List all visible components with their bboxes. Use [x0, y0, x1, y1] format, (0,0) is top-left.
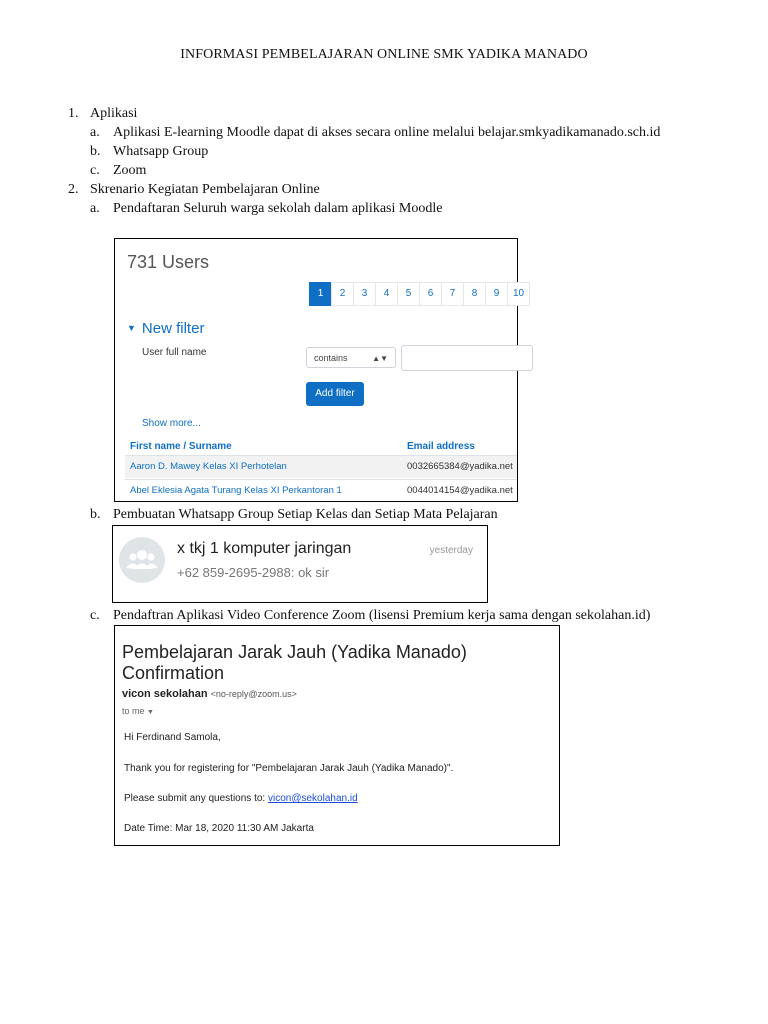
whatsapp-group-screenshot — [112, 525, 488, 603]
list-item — [90, 124, 661, 142]
select-arrows-icon: ▲▼ — [372, 354, 388, 363]
page-link[interactable]: 4 — [375, 282, 398, 306]
item-text: Aplikasi — [90, 106, 138, 121]
list-item — [90, 162, 147, 180]
item-text: Pembuatan Whatsapp Group Setiap Kelas dan Setiap Mata Pelajaran — [113, 507, 498, 522]
user-name-link[interactable]: Aaron D. Mawey Kelas XI Perhotelan — [130, 461, 287, 472]
email-greeting: Hi Ferdinand Samola, — [124, 732, 221, 743]
item-number: b. — [90, 507, 101, 522]
show-more-link[interactable]: Show more... — [142, 418, 201, 429]
page-link[interactable]: 10 — [507, 282, 530, 306]
item-text: Pendaftaran Seluruh warga sekolah dalam aplikasi Moodle — [113, 201, 443, 216]
item-number: c. — [90, 608, 100, 623]
caret-down-icon: ▼ — [147, 709, 154, 716]
page-link[interactable]: 3 — [353, 282, 376, 306]
email-questions — [124, 793, 358, 804]
page-link[interactable]: 2 — [331, 282, 354, 306]
filter-value-input[interactable] — [401, 345, 533, 371]
table-row — [125, 479, 517, 502]
group-name: x tkj 1 komputer jaringan — [177, 540, 352, 557]
sender-name: vicon sekolahan — [122, 688, 208, 700]
caret-down-icon: ▼ — [127, 323, 136, 333]
page-link[interactable]: 8 — [463, 282, 486, 306]
email-body: Thank you for registering for "Pembelajaran Jarak Jauh (Yadika Manado)". — [124, 763, 454, 774]
user-email: 0032665384@yadika.net — [407, 461, 513, 472]
item-text: Skrenario Kegiatan Pembelajaran Online — [90, 182, 320, 197]
recipient-toggle[interactable] — [122, 706, 154, 716]
email-sender — [122, 688, 297, 700]
email-subject: Pembelajaran Jarak Jauh (Yadika Manado) Confirmation — [122, 642, 467, 683]
add-filter-button[interactable]: Add filter — [306, 382, 364, 406]
item-number: c. — [90, 163, 100, 178]
list-item — [90, 200, 443, 218]
sender-address: <no-reply@zoom.us> — [210, 689, 297, 699]
column-header-name[interactable]: First name / Surname — [130, 441, 232, 452]
new-filter-toggle[interactable] — [127, 320, 204, 337]
operator-value: contains — [314, 353, 348, 363]
item-number: b. — [90, 144, 101, 159]
group-avatar — [119, 537, 165, 583]
zoom-email-screenshot — [114, 625, 560, 846]
recipient-label: to me — [122, 706, 145, 716]
page-link[interactable]: 9 — [485, 282, 508, 306]
message-time: yesterday — [429, 545, 473, 556]
list-item — [68, 181, 320, 199]
column-header-email[interactable]: Email address — [407, 441, 475, 452]
item-number: 1. — [68, 106, 79, 121]
item-text: Pendaftran Aplikasi Video Conference Zoom (lisensi Premium kerja sama dengan sekolahan.id) — [113, 608, 651, 623]
email-datetime: Date Time: Mar 18, 2020 11:30 AM Jakarta — [124, 823, 314, 834]
questions-email-link[interactable]: vicon@sekolahan.id — [267, 793, 358, 804]
item-number: a. — [90, 201, 100, 216]
user-full-name-label: User full name — [142, 347, 207, 358]
group-icon — [119, 537, 165, 583]
user-name-link[interactable]: Abel Eklesia Agata Turang Kelas XI Perkantoran 1 — [130, 485, 342, 496]
new-filter-label: New filter — [141, 320, 205, 337]
list-item — [90, 506, 498, 524]
list-item — [90, 607, 651, 625]
page-link[interactable]: 6 — [419, 282, 442, 306]
document-title: INFORMASI PEMBELAJARAN ONLINE SMK YADIKA MANADO — [180, 47, 588, 62]
page-link[interactable]: 1 — [309, 282, 332, 306]
page-link[interactable]: 5 — [397, 282, 420, 306]
table-row — [125, 456, 517, 478]
item-text: Zoom — [113, 163, 147, 178]
pagination — [310, 282, 530, 306]
operator-select[interactable] — [306, 347, 396, 368]
list-item — [68, 105, 138, 123]
item-number: 2. — [68, 182, 79, 197]
last-message: +62 859-2695-2988: ok sir — [177, 565, 330, 580]
item-number: a. — [90, 125, 100, 140]
item-text: Whatsapp Group — [113, 144, 209, 159]
questions-prefix: Please submit any questions to: — [124, 793, 266, 804]
user-email: 0044014154@yadika.net — [407, 485, 513, 496]
user-count: 731 Users — [127, 252, 210, 272]
page-link[interactable]: 7 — [441, 282, 464, 306]
item-text: Aplikasi E-learning Moodle dapat di akses secara online melalui belajar.smkyadikamanado.sch.id — [113, 125, 661, 140]
moodle-users-screenshot — [114, 238, 525, 502]
list-item — [90, 143, 209, 161]
